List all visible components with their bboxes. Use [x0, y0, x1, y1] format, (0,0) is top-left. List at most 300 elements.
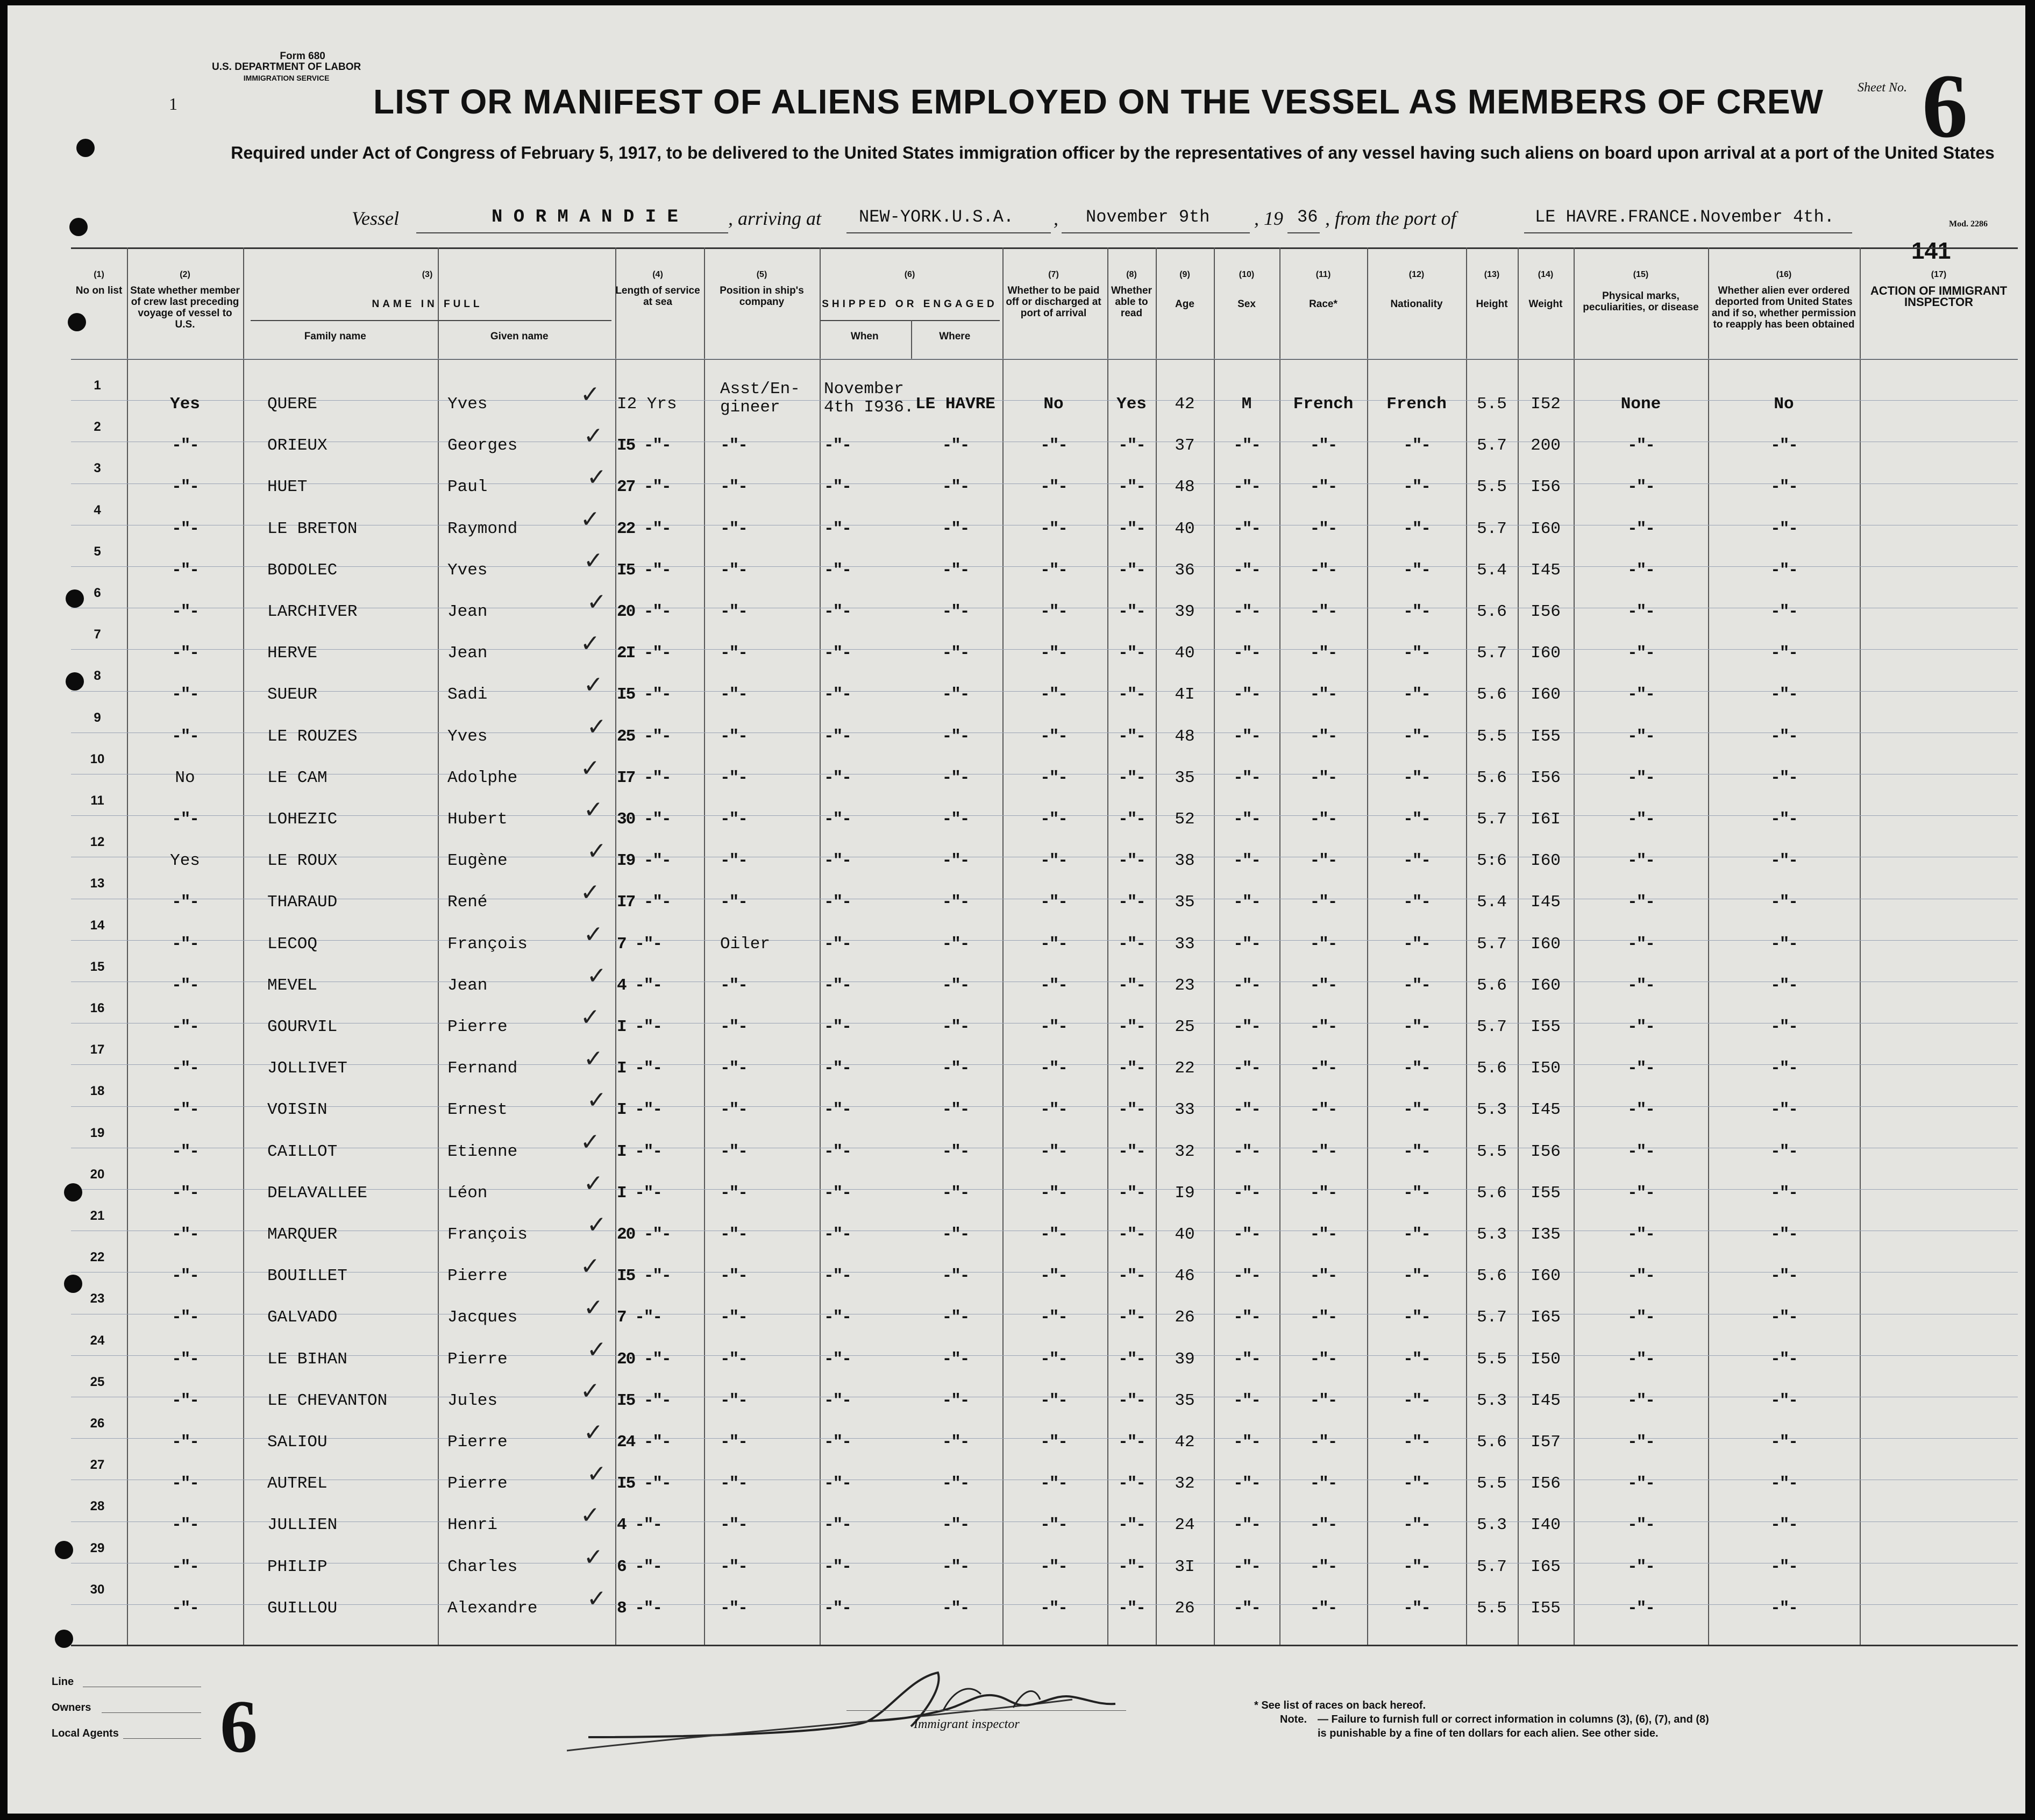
cell-paid: -"- [1040, 1183, 1067, 1203]
row-number: 28 [90, 1499, 105, 1514]
cell-age: 3I [1175, 1557, 1195, 1576]
cell-sex: -"- [1233, 1391, 1260, 1410]
check-mark: ✓ [580, 1377, 600, 1405]
check-mark: ✓ [587, 1584, 607, 1612]
sheet-number: 6 [1922, 55, 1968, 157]
cell-given: Pierre [447, 1474, 508, 1494]
cell-given: Fernand [447, 1059, 518, 1078]
cell-race: -"- [1310, 1142, 1337, 1161]
cell-service: I5 -"- [617, 1267, 671, 1286]
column-number: (4) [652, 270, 663, 279]
cell-weight: I56 [1531, 478, 1561, 497]
cell-where: -"- [942, 1100, 969, 1120]
cell-position: -"- [720, 1059, 747, 1078]
cell-where: -"- [942, 436, 969, 456]
cell-height: 5.6 [1477, 768, 1507, 787]
cell-height: 5.7 [1477, 934, 1507, 954]
cell-paid: -"- [1040, 1142, 1067, 1161]
cell-nat: -"- [1403, 727, 1430, 746]
cell-given: Yves [447, 395, 488, 414]
binder-hole [66, 589, 84, 608]
cell-height: 5.7 [1477, 810, 1507, 829]
column-number: (2) [180, 270, 190, 279]
cell-marks: -"- [1627, 1308, 1654, 1327]
binder-hole [76, 139, 95, 157]
cell-given: Jean [447, 644, 488, 663]
row-number: 27 [90, 1458, 105, 1473]
column-number: (17) [1931, 270, 1947, 279]
cell-sex: -"- [1233, 768, 1260, 787]
column-number: (3) [422, 270, 433, 279]
cell-age: 35 [1175, 893, 1195, 912]
cell-position: -"- [720, 1100, 747, 1120]
cell-position: -"- [720, 1349, 747, 1369]
cell-where: -"- [942, 1225, 969, 1244]
column-subheader: Given name [490, 331, 549, 342]
cell-age: 32 [1175, 1474, 1195, 1494]
service-name: IMMIGRATION SERVICE [243, 74, 330, 82]
cell-read: -"- [1118, 1557, 1145, 1576]
row-number: 12 [90, 835, 105, 850]
cell-prev: -"- [172, 1059, 198, 1078]
from-label: , from the port of [1325, 208, 1456, 229]
cell-given: Ernest [447, 1100, 508, 1120]
cell-marks: -"- [1627, 560, 1654, 580]
cell-weight: I55 [1531, 1018, 1561, 1036]
cell-deported: -"- [1770, 1474, 1797, 1494]
cell-read: -"- [1118, 893, 1145, 912]
cell-deported: No [1774, 395, 1794, 414]
cell-sex: -"- [1233, 1474, 1260, 1494]
cell-deported: -"- [1770, 1183, 1797, 1203]
cell-weight: I65 [1531, 1557, 1561, 1576]
cell-position: -"- [720, 1225, 747, 1244]
cell-deported: -"- [1770, 436, 1797, 456]
cell-when: -"- [824, 1474, 851, 1494]
cell-position: -"- [720, 1267, 747, 1286]
cell-read: -"- [1118, 1100, 1145, 1120]
cell-deported: -"- [1770, 478, 1797, 497]
cell-prev: Yes [170, 395, 200, 414]
cell-marks: -"- [1627, 685, 1654, 705]
cell-age: 26 [1175, 1598, 1195, 1618]
cell-family: LOHEZIC [267, 810, 338, 829]
cell-read: -"- [1118, 478, 1145, 497]
row-number: 11 [90, 793, 104, 808]
cell-service: I7 -"- [617, 893, 671, 912]
cell-where: LE HAVRE [915, 395, 995, 414]
arrival-date: November 9th [1086, 207, 1210, 227]
cell-given: Yves [447, 560, 488, 580]
cell-nat: -"- [1403, 768, 1430, 787]
cell-given: Alexandre [447, 1598, 538, 1618]
cell-where: -"- [942, 976, 969, 995]
column-header: Nationality [1390, 298, 1443, 310]
cell-race: -"- [1310, 436, 1337, 456]
cell-given: Eugène [447, 851, 508, 871]
cell-given: Jules [447, 1391, 498, 1410]
cell-service: 20 -"- [617, 602, 671, 621]
cell-weight: I55 [1531, 1598, 1561, 1618]
cell-prev: -"- [172, 1516, 198, 1535]
column-header: No on list [75, 285, 123, 296]
local-agents-label: Local Agents [52, 1727, 119, 1739]
cell-marks: -"- [1627, 519, 1654, 538]
column-rule [243, 247, 244, 1645]
cell-nat: -"- [1403, 1433, 1430, 1452]
cell-weight: 200 [1531, 436, 1561, 456]
cell-read: -"- [1118, 1391, 1145, 1410]
column-header: Length of service at sea [615, 285, 700, 308]
cell-paid: -"- [1040, 1598, 1067, 1618]
page-subtitle: Required under Act of Congress of February 5, 1917, to be delivered to the United States immigration officer by the representatives of any vessel having such aliens on board upon arrival at a port of the United States [231, 143, 1995, 162]
cell-nat: -"- [1403, 851, 1430, 871]
cell-age: 35 [1175, 1391, 1195, 1410]
column-rule [615, 247, 616, 1645]
cell-weight: I35 [1531, 1225, 1561, 1244]
cell-given: Yves [447, 727, 488, 746]
page-title: LIST OR MANIFEST OF ALIENS EMPLOYED ON THE VESSEL AS MEMBERS OF CREW [373, 82, 1824, 121]
cell-marks: -"- [1627, 1433, 1654, 1452]
cell-race: -"- [1310, 1308, 1337, 1327]
cell-age: 33 [1175, 934, 1195, 954]
cell-position: -"- [720, 519, 747, 538]
cell-nat: -"- [1403, 560, 1430, 580]
cell-given: François [447, 934, 528, 954]
cell-position: -"- [720, 727, 747, 746]
cell-service: I -"- [617, 1018, 662, 1036]
cell-read: -"- [1118, 727, 1145, 746]
cell-position: -"- [720, 1391, 747, 1410]
cell-paid: -"- [1040, 436, 1067, 456]
binder-hole [55, 1630, 73, 1648]
column-number: (11) [1315, 270, 1331, 279]
cell-height: 5.5 [1477, 727, 1507, 746]
cell-deported: -"- [1770, 976, 1797, 995]
cell-when: -"- [824, 768, 851, 787]
cell-paid: -"- [1040, 1308, 1067, 1327]
cell-family: LE CAM [267, 768, 328, 787]
cell-marks: -"- [1627, 1267, 1654, 1286]
cell-deported: -"- [1770, 1598, 1797, 1618]
cell-paid: -"- [1040, 644, 1067, 663]
cell-family: LECOQ [267, 934, 318, 954]
cell-height: 5:6 [1477, 851, 1507, 871]
cell-service: I5 -"- [617, 685, 671, 705]
cell-read: -"- [1118, 602, 1145, 621]
cell-family: THARAUD [267, 893, 338, 912]
cell-nat: -"- [1403, 1516, 1430, 1535]
cell-prev: -"- [172, 893, 198, 912]
cell-paid: -"- [1040, 768, 1067, 787]
column-header: Whether able to read [1111, 285, 1152, 319]
cell-sex: -"- [1233, 1349, 1260, 1369]
cell-deported: -"- [1770, 1100, 1797, 1120]
cell-read: -"- [1118, 1349, 1145, 1369]
cell-where: -"- [942, 478, 969, 497]
column-subheader: Family name [304, 331, 366, 342]
cell-race: -"- [1310, 1598, 1337, 1618]
cell-when: -"- [824, 560, 851, 580]
row-number: 16 [90, 1001, 105, 1015]
cell-given: Charles [447, 1557, 518, 1576]
cell-race: -"- [1310, 644, 1337, 663]
cell-given: Henri [447, 1516, 498, 1535]
cell-given: René [447, 893, 488, 912]
column-header: Sex [1237, 298, 1256, 310]
cell-position: -"- [720, 1557, 747, 1576]
cell-deported: -"- [1770, 1391, 1797, 1410]
cell-service: I5 -"- [617, 436, 671, 456]
cell-prev: -"- [172, 976, 198, 995]
cell-deported: -"- [1770, 1308, 1797, 1327]
cell-service: 20 -"- [617, 1225, 671, 1244]
cell-position: Asst/En- [720, 380, 800, 399]
arrival-year: 36 [1297, 207, 1318, 227]
cell-where: -"- [942, 1557, 969, 1576]
cell-read: -"- [1118, 1308, 1145, 1327]
cell-family: QUERE [267, 395, 318, 414]
cell-nat: French [1386, 395, 1447, 414]
cell-sex: -"- [1233, 1142, 1260, 1161]
cell-when: -"- [824, 1349, 851, 1369]
cell-nat: -"- [1403, 644, 1430, 663]
cell-position: -"- [720, 1474, 747, 1494]
cell-where: -"- [942, 602, 969, 621]
cell-prev: -"- [172, 1018, 198, 1036]
cell-family: HUET [267, 478, 308, 497]
cell-height: 5.6 [1477, 1267, 1507, 1286]
cell-marks: -"- [1627, 1391, 1654, 1410]
cell-weight: I60 [1531, 685, 1561, 705]
cell-weight: I45 [1531, 1391, 1561, 1410]
cell-sex: -"- [1233, 519, 1260, 538]
cell-paid: -"- [1040, 1474, 1067, 1494]
cell-age: 52 [1175, 810, 1195, 829]
cell-given: Pierre [447, 1433, 508, 1452]
cell-read: -"- [1118, 1142, 1145, 1161]
form-number: Form 680 [280, 51, 325, 62]
cell-position: -"- [720, 893, 747, 912]
cell-marks: -"- [1627, 727, 1654, 746]
cell-prev: -"- [172, 1142, 198, 1161]
column-number: (10) [1239, 270, 1255, 279]
cell-marks: None [1620, 395, 1661, 414]
cell-family: LE ROUX [267, 851, 338, 871]
cell-when: -"- [824, 1516, 851, 1535]
row-number: 24 [90, 1333, 105, 1348]
cell-nat: -"- [1403, 1059, 1430, 1078]
cell-marks: -"- [1627, 1142, 1654, 1161]
row-number: 3 [94, 461, 101, 476]
cell-read: -"- [1118, 1225, 1145, 1244]
cell-marks: -"- [1627, 768, 1654, 787]
cell-sex: -"- [1233, 1308, 1260, 1327]
cell-marks: -"- [1627, 1598, 1654, 1618]
cell-read: -"- [1118, 436, 1145, 456]
cell-prev: -"- [172, 1183, 198, 1203]
cell-when: -"- [824, 1598, 851, 1618]
cell-given: Pierre [447, 1349, 508, 1369]
cell-read: -"- [1118, 934, 1145, 954]
cell-when: -"- [824, 893, 851, 912]
cell-weight: I55 [1531, 727, 1561, 746]
cell-weight: I60 [1531, 851, 1561, 871]
cell-service: I -"- [617, 1100, 662, 1120]
inspector-signature [567, 1657, 1126, 1759]
cell-race: -"- [1310, 727, 1337, 746]
cell-weight: I60 [1531, 934, 1561, 954]
footer-sheet-number: 6 [220, 1685, 258, 1768]
cell-sex: -"- [1233, 478, 1260, 497]
cell-given: Etienne [447, 1142, 518, 1161]
cell-marks: -"- [1627, 1018, 1654, 1036]
cell-marks: -"- [1627, 1474, 1654, 1494]
row-number: 18 [90, 1084, 105, 1099]
cell-marks: -"- [1627, 934, 1654, 954]
column-number: (12) [1408, 270, 1425, 279]
cell-age: 25 [1175, 1018, 1195, 1036]
cell-family: MEVEL [267, 976, 318, 995]
cell-race: -"- [1310, 1349, 1337, 1369]
group-header-rule [251, 320, 611, 321]
cell-when: -"- [824, 519, 851, 538]
cell-prev: -"- [172, 519, 198, 538]
cell-family: GOURVIL [267, 1018, 338, 1036]
column-number: (7) [1048, 270, 1059, 279]
cell-age: 48 [1175, 727, 1195, 746]
column-header: SHIPPED OR ENGAGED [822, 298, 998, 310]
cell-height: 5.3 [1477, 1225, 1507, 1244]
cell-sex: -"- [1233, 1225, 1260, 1244]
cell-service: 7 -"- [617, 934, 662, 954]
cell-family: HERVE [267, 644, 318, 663]
cell-race: -"- [1310, 1557, 1337, 1576]
check-mark: ✓ [584, 422, 603, 450]
row-number: 21 [90, 1208, 105, 1223]
cell-paid: -"- [1040, 1433, 1067, 1452]
cell-age: I9 [1175, 1183, 1195, 1203]
cell-where: -"- [942, 644, 969, 663]
column-number: (15) [1633, 270, 1649, 279]
cell-given: Jean [447, 602, 488, 621]
cell-prev: Yes [170, 851, 200, 871]
check-mark: ✓ [584, 920, 603, 948]
cell-deported: -"- [1770, 685, 1797, 705]
cell-when-continued: 4th I936. [824, 398, 914, 417]
cell-given: Jacques [447, 1308, 518, 1327]
cell-nat: -"- [1403, 1391, 1430, 1410]
column-header: Age [1175, 298, 1194, 310]
row-number: 1 [94, 378, 101, 393]
cell-height: 5.7 [1477, 436, 1507, 456]
cell-deported: -"- [1770, 1225, 1797, 1244]
cell-nat: -"- [1403, 1598, 1430, 1618]
cell-where: -"- [942, 851, 969, 871]
cell-prev: -"- [172, 560, 198, 580]
cell-given: Hubert [447, 810, 508, 829]
cell-age: 37 [1175, 436, 1195, 456]
stamp-number: 141 [1911, 238, 1951, 264]
cell-race: -"- [1310, 1516, 1337, 1535]
cell-family: VOISIN [267, 1100, 328, 1120]
check-mark: ✓ [587, 713, 607, 741]
cell-read: -"- [1118, 1183, 1145, 1203]
cell-sex: -"- [1233, 1183, 1260, 1203]
column-header: ACTION OF IMMIGRANT INSPECTOR [1870, 284, 2008, 309]
check-mark: ✓ [580, 630, 600, 658]
cell-weight: I45 [1531, 1100, 1561, 1120]
cell-when: -"- [824, 1433, 851, 1452]
cell-service: I -"- [617, 1142, 662, 1161]
cell-family: JULLIEN [267, 1516, 338, 1535]
cell-weight: I56 [1531, 1142, 1561, 1161]
cell-when: -"- [824, 934, 851, 954]
cell-where: -"- [942, 1349, 969, 1369]
cell-when: -"- [824, 1225, 851, 1244]
races-note: * See list of races on back hereof. [1254, 1700, 1426, 1711]
binder-hole [64, 1183, 82, 1202]
cell-age: 4I [1175, 685, 1195, 705]
cell-weight: I60 [1531, 519, 1561, 538]
cell-race: -"- [1310, 1267, 1337, 1286]
cell-prev: -"- [172, 1308, 198, 1327]
cell-marks: -"- [1627, 602, 1654, 621]
cell-when: -"- [824, 1142, 851, 1161]
cell-race: -"- [1310, 1059, 1337, 1078]
cell-position: -"- [720, 810, 747, 829]
check-mark: ✓ [587, 464, 607, 492]
cell-weight: I60 [1531, 976, 1561, 995]
cell-nat: -"- [1403, 1183, 1430, 1203]
cell-given: Jean [447, 976, 488, 995]
cell-sex: -"- [1233, 934, 1260, 954]
cell-where: -"- [942, 1474, 969, 1494]
cell-race: -"- [1310, 602, 1337, 621]
cell-deported: -"- [1770, 768, 1797, 787]
column-header: Race* [1309, 298, 1337, 310]
cell-read: -"- [1118, 1059, 1145, 1078]
cell-marks: -"- [1627, 1225, 1654, 1244]
cell-position: -"- [720, 1183, 747, 1203]
cell-position: -"- [720, 1308, 747, 1327]
cell-prev: -"- [172, 1391, 198, 1410]
binder-hole [64, 1275, 82, 1293]
cell-sex: -"- [1233, 1100, 1260, 1120]
cell-family: PHILIP [267, 1557, 328, 1576]
cell-family: LE ROUZES [267, 727, 358, 746]
cell-family: ORIEUX [267, 436, 328, 456]
sheet-label: Sheet No. [1858, 81, 1907, 95]
cell-age: 36 [1175, 560, 1195, 580]
cell-marks: -"- [1627, 1349, 1654, 1369]
column-header: Position in ship's company [720, 285, 804, 308]
check-mark: ✓ [587, 1211, 607, 1239]
cell-height: 5.5 [1477, 1142, 1507, 1161]
column-header: State whether member of crew last preceding voyage of vessel to U.S. [130, 285, 240, 330]
cell-position: -"- [720, 436, 747, 456]
column-header: NAME IN FULL [372, 298, 483, 310]
form-header [212, 51, 361, 83]
cell-service: I9 -"- [617, 851, 671, 871]
cell-nat: -"- [1403, 976, 1430, 995]
cell-age: 42 [1175, 1433, 1195, 1452]
departure-port: LE HAVRE.FRANCE.November 4th. [1535, 207, 1834, 227]
cell-marks: -"- [1627, 1100, 1654, 1120]
cell-age: 33 [1175, 1100, 1195, 1120]
cell-prev: -"- [172, 1100, 198, 1120]
cell-family: LE BIHAN [267, 1349, 347, 1369]
